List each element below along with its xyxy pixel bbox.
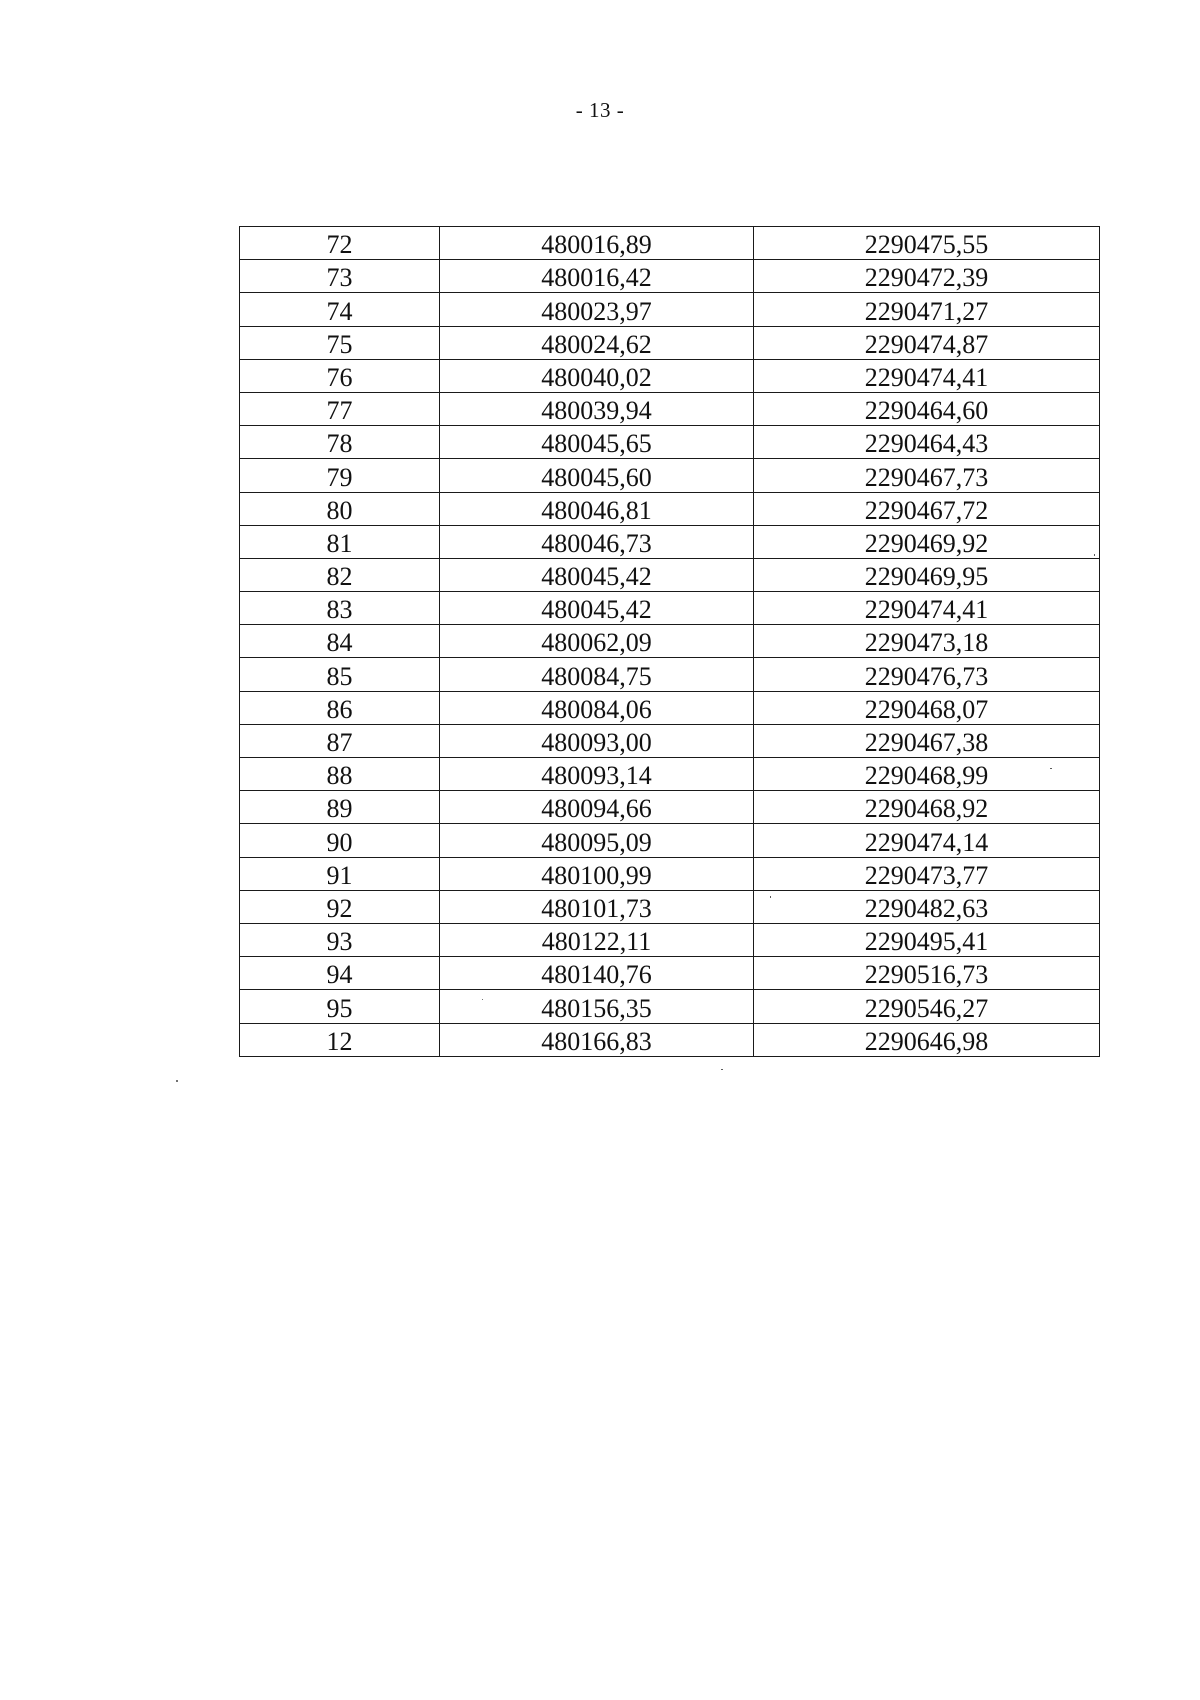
y-coordinate-cell: 2290516,73 bbox=[754, 957, 1100, 990]
scan-speck bbox=[176, 1080, 178, 1082]
x-coordinate-cell: 480045,42 bbox=[440, 592, 754, 625]
y-coordinate-cell: 2290468,07 bbox=[754, 691, 1100, 724]
y-coordinate-cell: 2290476,73 bbox=[754, 658, 1100, 691]
point-number-cell: 86 bbox=[240, 691, 440, 724]
point-number-cell: 81 bbox=[240, 525, 440, 558]
x-coordinate-cell: 480045,65 bbox=[440, 426, 754, 459]
point-number-cell: 90 bbox=[240, 824, 440, 857]
table-row bbox=[240, 857, 1100, 890]
x-coordinate-cell: 480093,14 bbox=[440, 758, 754, 791]
table-row bbox=[240, 392, 1100, 425]
point-number-cell: 80 bbox=[240, 492, 440, 525]
y-coordinate-cell: 2290464,43 bbox=[754, 426, 1100, 459]
table-row bbox=[240, 359, 1100, 392]
point-number-cell: 91 bbox=[240, 857, 440, 890]
table-row bbox=[240, 923, 1100, 956]
table-row bbox=[240, 227, 1100, 260]
table-row bbox=[240, 1023, 1100, 1056]
x-coordinate-cell: 480084,06 bbox=[440, 691, 754, 724]
scan-speck bbox=[721, 1069, 723, 1070]
y-coordinate-cell: 2290474,87 bbox=[754, 326, 1100, 359]
table-row bbox=[240, 293, 1100, 326]
y-coordinate-cell: 2290474,14 bbox=[754, 824, 1100, 857]
y-coordinate-cell: 2290469,95 bbox=[754, 558, 1100, 591]
x-coordinate-cell: 480122,11 bbox=[440, 923, 754, 956]
x-coordinate-cell: 480023,97 bbox=[440, 293, 754, 326]
x-coordinate-cell: 480095,09 bbox=[440, 824, 754, 857]
point-number-cell: 93 bbox=[240, 923, 440, 956]
x-coordinate-cell: 480140,76 bbox=[440, 957, 754, 990]
x-coordinate-cell: 480046,81 bbox=[440, 492, 754, 525]
table-row bbox=[240, 558, 1100, 591]
x-coordinate-cell: 480040,02 bbox=[440, 359, 754, 392]
table-row bbox=[240, 990, 1100, 1023]
y-coordinate-cell: 2290469,92 bbox=[754, 525, 1100, 558]
y-coordinate-cell: 2290472,39 bbox=[754, 260, 1100, 293]
x-coordinate-cell: 480045,42 bbox=[440, 558, 754, 591]
y-coordinate-cell: 2290464,60 bbox=[754, 392, 1100, 425]
table-row bbox=[240, 260, 1100, 293]
x-coordinate-cell: 480062,09 bbox=[440, 625, 754, 658]
coordinates-table-body bbox=[240, 227, 1100, 1057]
point-number-cell: 94 bbox=[240, 957, 440, 990]
x-coordinate-cell: 480093,00 bbox=[440, 724, 754, 757]
point-number-cell: 76 bbox=[240, 359, 440, 392]
y-coordinate-cell: 2290495,41 bbox=[754, 923, 1100, 956]
x-coordinate-cell: 480024,62 bbox=[440, 326, 754, 359]
x-coordinate-cell: 480100,99 bbox=[440, 857, 754, 890]
table-row bbox=[240, 724, 1100, 757]
table-row bbox=[240, 957, 1100, 990]
table-row bbox=[240, 592, 1100, 625]
x-coordinate-cell: 480156,35 bbox=[440, 990, 754, 1023]
y-coordinate-cell: 2290471,27 bbox=[754, 293, 1100, 326]
y-coordinate-cell: 2290482,63 bbox=[754, 890, 1100, 923]
point-number-cell: 73 bbox=[240, 260, 440, 293]
point-number-cell: 87 bbox=[240, 724, 440, 757]
point-number-cell: 79 bbox=[240, 459, 440, 492]
x-coordinate-cell: 480016,89 bbox=[440, 227, 754, 260]
point-number-cell: 72 bbox=[240, 227, 440, 260]
y-coordinate-cell: 2290473,77 bbox=[754, 857, 1100, 890]
x-coordinate-cell: 480016,42 bbox=[440, 260, 754, 293]
point-number-cell: 74 bbox=[240, 293, 440, 326]
y-coordinate-cell: 2290467,73 bbox=[754, 459, 1100, 492]
scan-speck bbox=[1094, 554, 1095, 556]
table-row bbox=[240, 691, 1100, 724]
x-coordinate-cell: 480094,66 bbox=[440, 791, 754, 824]
table-row bbox=[240, 459, 1100, 492]
point-number-cell: 84 bbox=[240, 625, 440, 658]
point-number-cell: 12 bbox=[240, 1023, 440, 1056]
x-coordinate-cell: 480084,75 bbox=[440, 658, 754, 691]
y-coordinate-cell: 2290467,38 bbox=[754, 724, 1100, 757]
table-row bbox=[240, 492, 1100, 525]
table-row bbox=[240, 525, 1100, 558]
page-number: - 13 - bbox=[575, 98, 625, 122]
point-number-cell: 92 bbox=[240, 890, 440, 923]
table-row bbox=[240, 426, 1100, 459]
scan-speck bbox=[482, 999, 483, 1000]
point-number-cell: 88 bbox=[240, 758, 440, 791]
x-coordinate-cell: 480101,73 bbox=[440, 890, 754, 923]
y-coordinate-cell: 2290473,18 bbox=[754, 625, 1100, 658]
y-coordinate-cell: 2290475,55 bbox=[754, 227, 1100, 260]
scan-speck bbox=[1050, 768, 1052, 769]
point-number-cell: 89 bbox=[240, 791, 440, 824]
table-row bbox=[240, 658, 1100, 691]
y-coordinate-cell: 2290474,41 bbox=[754, 359, 1100, 392]
point-number-cell: 78 bbox=[240, 426, 440, 459]
x-coordinate-cell: 480046,73 bbox=[440, 525, 754, 558]
point-number-cell: 85 bbox=[240, 658, 440, 691]
table-row bbox=[240, 824, 1100, 857]
point-number-cell: 95 bbox=[240, 990, 440, 1023]
point-number-cell: 82 bbox=[240, 558, 440, 591]
y-coordinate-cell: 2290468,99 bbox=[754, 758, 1100, 791]
x-coordinate-cell: 480045,60 bbox=[440, 459, 754, 492]
y-coordinate-cell: 2290474,41 bbox=[754, 592, 1100, 625]
table-row bbox=[240, 625, 1100, 658]
y-coordinate-cell: 2290468,92 bbox=[754, 791, 1100, 824]
table-row bbox=[240, 890, 1100, 923]
x-coordinate-cell: 480166,83 bbox=[440, 1023, 754, 1056]
scan-speck bbox=[770, 896, 771, 898]
point-number-cell: 83 bbox=[240, 592, 440, 625]
y-coordinate-cell: 2290467,72 bbox=[754, 492, 1100, 525]
coordinates-table bbox=[239, 226, 1100, 1057]
y-coordinate-cell: 2290646,98 bbox=[754, 1023, 1100, 1056]
y-coordinate-cell: 2290546,27 bbox=[754, 990, 1100, 1023]
x-coordinate-cell: 480039,94 bbox=[440, 392, 754, 425]
point-number-cell: 75 bbox=[240, 326, 440, 359]
table-row bbox=[240, 758, 1100, 791]
table-row bbox=[240, 326, 1100, 359]
table-row bbox=[240, 791, 1100, 824]
point-number-cell: 77 bbox=[240, 392, 440, 425]
